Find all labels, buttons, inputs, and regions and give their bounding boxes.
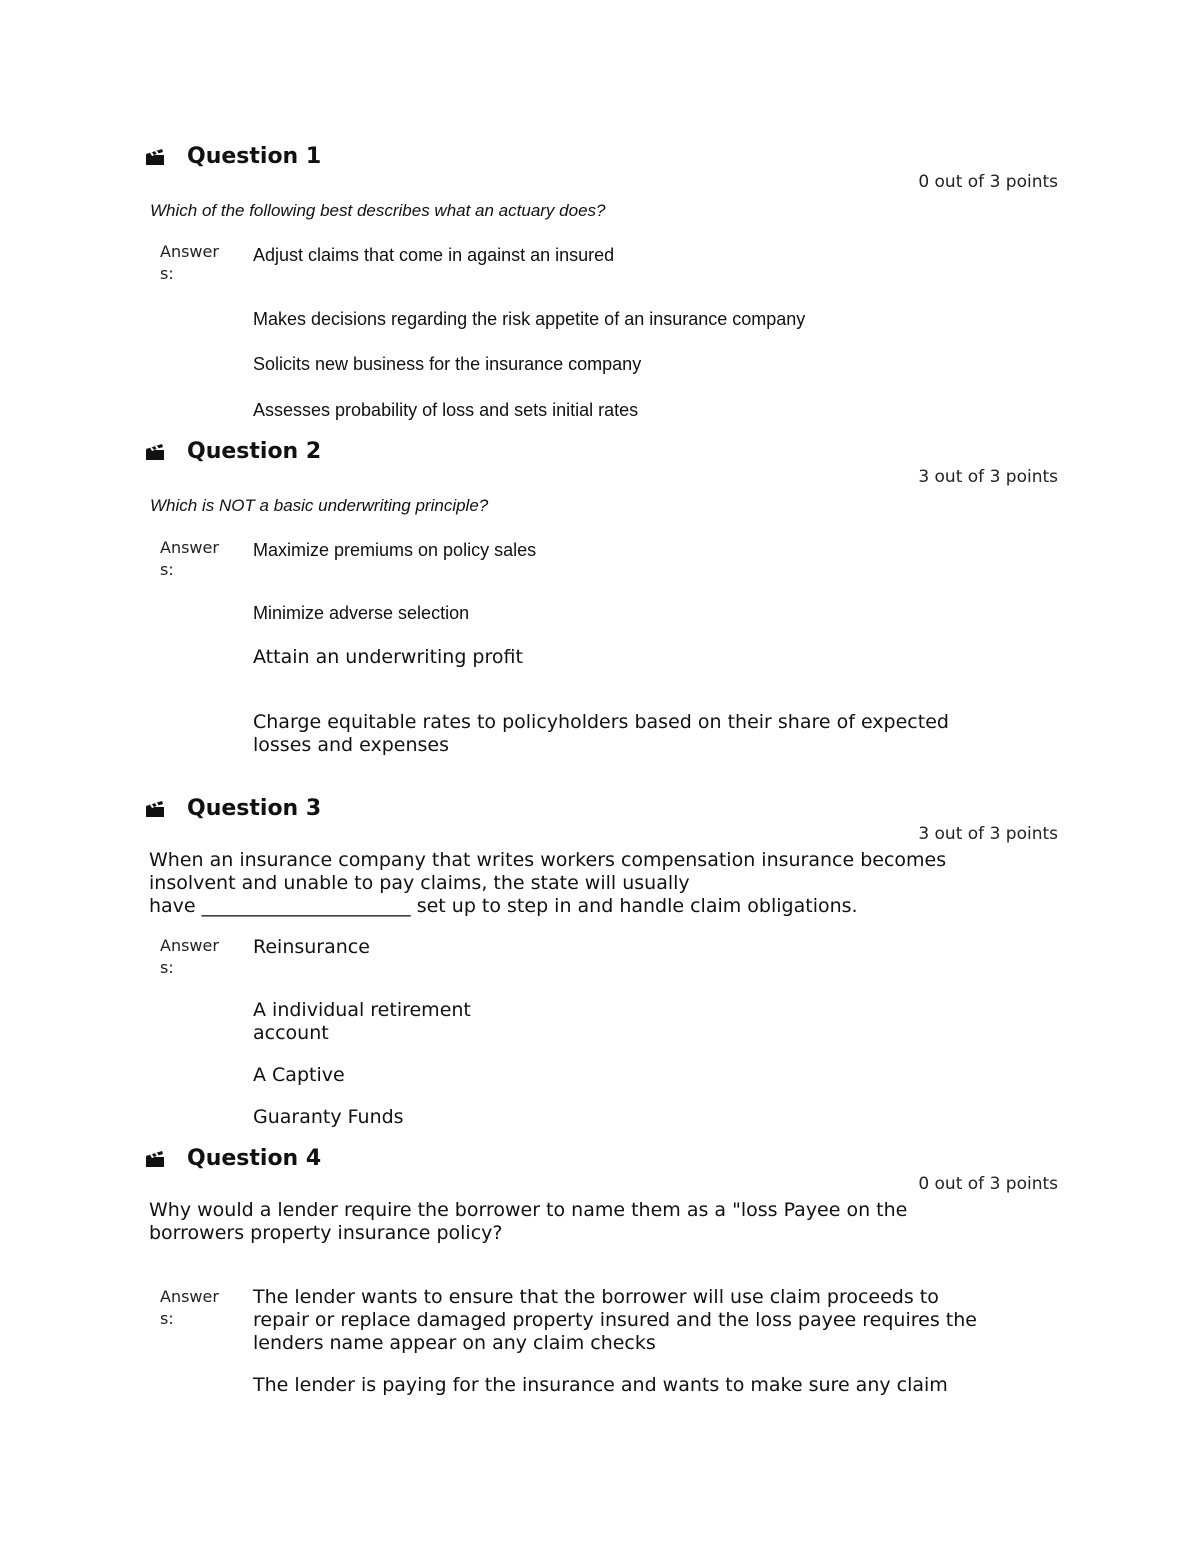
answers-label-line: s: (160, 264, 174, 283)
answers-label (160, 1286, 240, 1330)
answer-option: A Captive (253, 1064, 345, 1086)
question-title: Question 4 (187, 1146, 322, 1171)
answers-label-line: Answer (160, 936, 219, 955)
answer-option: Charge equitable rates to policyholders based on their share of expected (253, 711, 949, 733)
answer-option: Guaranty Funds (253, 1106, 404, 1128)
answer-option: Minimize adverse selection (253, 603, 470, 623)
answer-option: Attain an underwriting profit (253, 646, 523, 668)
answers-label-line: Answer (160, 242, 219, 261)
clapperboard-icon (145, 1150, 165, 1168)
clapperboard-icon (145, 800, 165, 818)
answer-option-continued: lenders name appear on any claim checks (253, 1332, 656, 1354)
answer-option: Adjust claims that come in against an insured (253, 245, 615, 265)
question-prompt-line: insolvent and unable to pay claims, the state will usually (149, 872, 690, 894)
answers-label (160, 935, 240, 979)
answers-label-line: Answer (160, 538, 219, 557)
question-prompt: Which of the following best describes what an actuary does? (150, 201, 606, 220)
answers-label-line: Answer (160, 1287, 219, 1306)
answer-option: The lender is paying for the insurance and wants to make sure any claim (253, 1374, 948, 1396)
answer-option-continued: losses and expenses (253, 734, 449, 756)
question-title: Question 3 (187, 796, 322, 821)
points-score: 0 out of 3 points (918, 1174, 1058, 1194)
answer-option: The lender wants to ensure that the borrower will use claim proceeds to (253, 1286, 939, 1308)
answer-option-continued: repair or replace damaged property insured and the loss payee requires the (253, 1309, 977, 1331)
question-prompt-line: Why would a lender require the borrower to name them as a "loss Payee on the (149, 1199, 908, 1221)
answers-label-line: s: (160, 958, 174, 977)
question-title: Question 2 (187, 439, 322, 464)
answers-label-line: s: (160, 1309, 174, 1328)
answer-option: Reinsurance (253, 936, 370, 958)
answer-option-continued: account (253, 1022, 329, 1044)
points-score: 3 out of 3 points (918, 824, 1058, 844)
answers-label-line: s: (160, 560, 174, 579)
points-score: 0 out of 3 points (918, 172, 1058, 192)
answer-option: Maximize premiums on policy sales (253, 540, 537, 560)
answer-option: Assesses probability of loss and sets initial rates (253, 400, 639, 420)
question-title: Question 1 (187, 144, 322, 169)
answers-label (160, 241, 240, 285)
answer-option: Makes decisions regarding the risk appetite of an insurance company (253, 309, 806, 329)
clapperboard-icon (145, 148, 165, 166)
points-score: 3 out of 3 points (918, 467, 1058, 487)
question-prompt-line: have ______________________ set up to step in and handle claim obligations. (149, 895, 858, 917)
question-prompt-line: borrowers property insurance policy? (149, 1222, 503, 1244)
clapperboard-icon (145, 443, 165, 461)
answer-option: A individual retirement (253, 999, 471, 1021)
question-prompt: Which is NOT a basic underwriting principle? (150, 496, 489, 515)
question-prompt-line: When an insurance company that writes workers compensation insurance becomes (149, 849, 947, 871)
answer-option: Solicits new business for the insurance company (253, 354, 642, 374)
answers-label (160, 537, 240, 581)
